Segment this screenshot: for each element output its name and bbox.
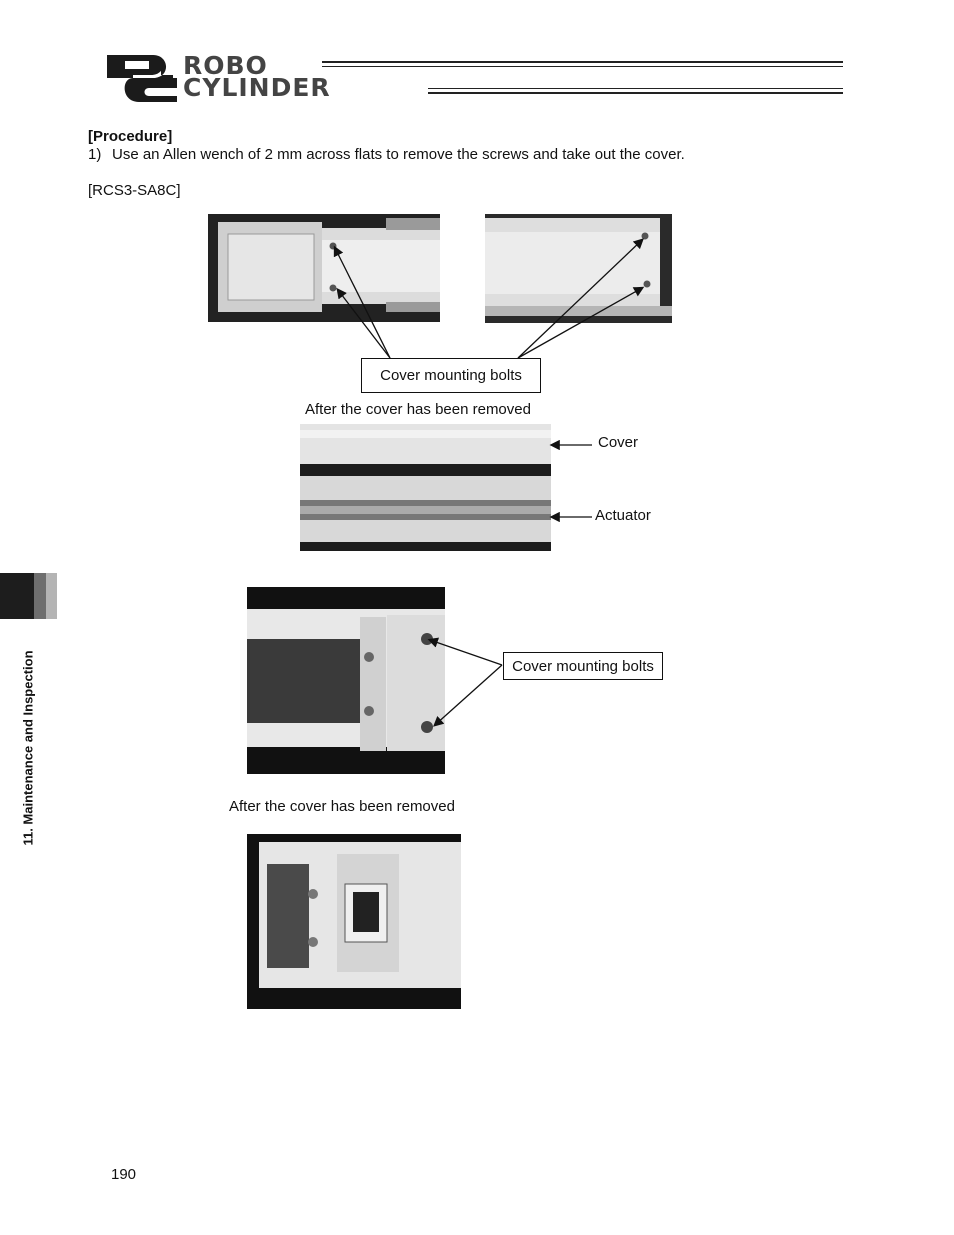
photo-cover-actuator	[300, 424, 551, 551]
side-tab-chapter-label: 11. Maintenance and Inspection	[20, 650, 36, 846]
header-rule-bottom-2	[428, 92, 843, 94]
logo-text-robo: ROBO	[183, 51, 268, 80]
callout-cover-mounting-bolts-1: Cover mounting bolts	[361, 358, 541, 393]
side-tab-dark-block	[0, 573, 34, 619]
side-tab-light-block	[46, 573, 57, 619]
after-cover-removed-caption-1: After the cover has been removed	[305, 401, 531, 418]
page-number: 190	[111, 1166, 137, 1183]
actuator-label: Actuator	[595, 507, 651, 524]
rc-logo-icon	[103, 52, 177, 104]
cover-label: Cover	[598, 434, 639, 451]
callout-1-arrows	[300, 230, 670, 365]
photo-end-cover-removed	[247, 834, 461, 1009]
callout-cover-mounting-bolts-2: Cover mounting bolts	[503, 652, 663, 680]
after-cover-removed-caption-2: After the cover has been removed	[229, 798, 455, 815]
header-rule-top-1	[322, 61, 843, 63]
model-label: [RCS3-SA8C]	[88, 182, 181, 199]
side-tab-mid-block	[34, 573, 46, 619]
header-rule-top-2	[322, 66, 843, 67]
step-1-text: Use an Allen wench of 2 mm across flats to remove the screws and take out the cover.	[112, 146, 685, 163]
logo-text-cylinder: CYLINDER	[183, 73, 331, 102]
callout-2-arrows	[420, 630, 510, 730]
header-rule-bottom-1	[428, 88, 843, 89]
photo-end-cover	[247, 587, 445, 774]
procedure-heading: [Procedure]	[88, 128, 173, 145]
step-1-number: 1)	[88, 146, 102, 163]
